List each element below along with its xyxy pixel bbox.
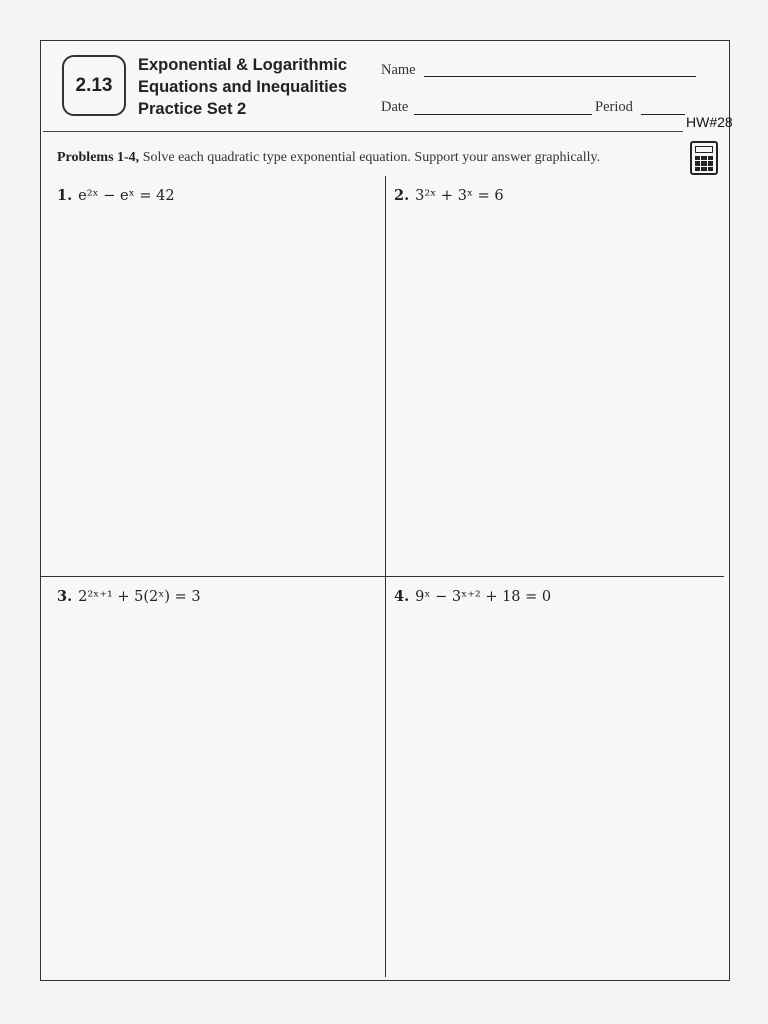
name-field[interactable] (424, 76, 696, 77)
horizontal-divider (40, 576, 724, 577)
problem-1 (57, 187, 175, 204)
date-label: Date (381, 99, 409, 115)
header-divider (43, 131, 683, 132)
directions-body: Solve each quadratic type exponential equation. Support your answer graphically. (139, 150, 601, 165)
homework-tag: HW#28 (686, 114, 733, 130)
problem-3 (57, 588, 201, 605)
problem-equation: 3²ˣ + 3ˣ = 6 (415, 188, 504, 204)
directions-text (57, 150, 600, 166)
directions-bold: Problems 1-4, (57, 150, 140, 165)
problem-4 (394, 588, 551, 605)
title-line-1: Exponential & Logarithmic (138, 56, 348, 74)
problem-number: 1. (57, 187, 73, 204)
period-field[interactable] (641, 114, 685, 115)
title-line-2: Equations and Inequalities (138, 78, 348, 96)
problem-number: 3. (57, 588, 73, 605)
problem-equation: e²ˣ − eˣ = 42 (78, 188, 175, 204)
problem-number: 2. (394, 187, 410, 204)
problem-equation: 9ˣ − 3ˣ⁺² + 18 = 0 (415, 589, 552, 605)
period-label: Period (595, 99, 633, 115)
title-line-3: Practice Set 2 (138, 100, 247, 118)
lesson-number: 2.13 (75, 74, 113, 96)
calculator-icon (690, 141, 718, 175)
problem-equation: 2²ˣ⁺¹ + 5(2ˣ) = 3 (78, 589, 201, 605)
problem-number: 4. (394, 588, 410, 605)
name-label: Name (381, 62, 416, 78)
date-field[interactable] (414, 114, 592, 115)
lesson-number-badge (62, 55, 126, 116)
problem-2 (394, 187, 504, 204)
